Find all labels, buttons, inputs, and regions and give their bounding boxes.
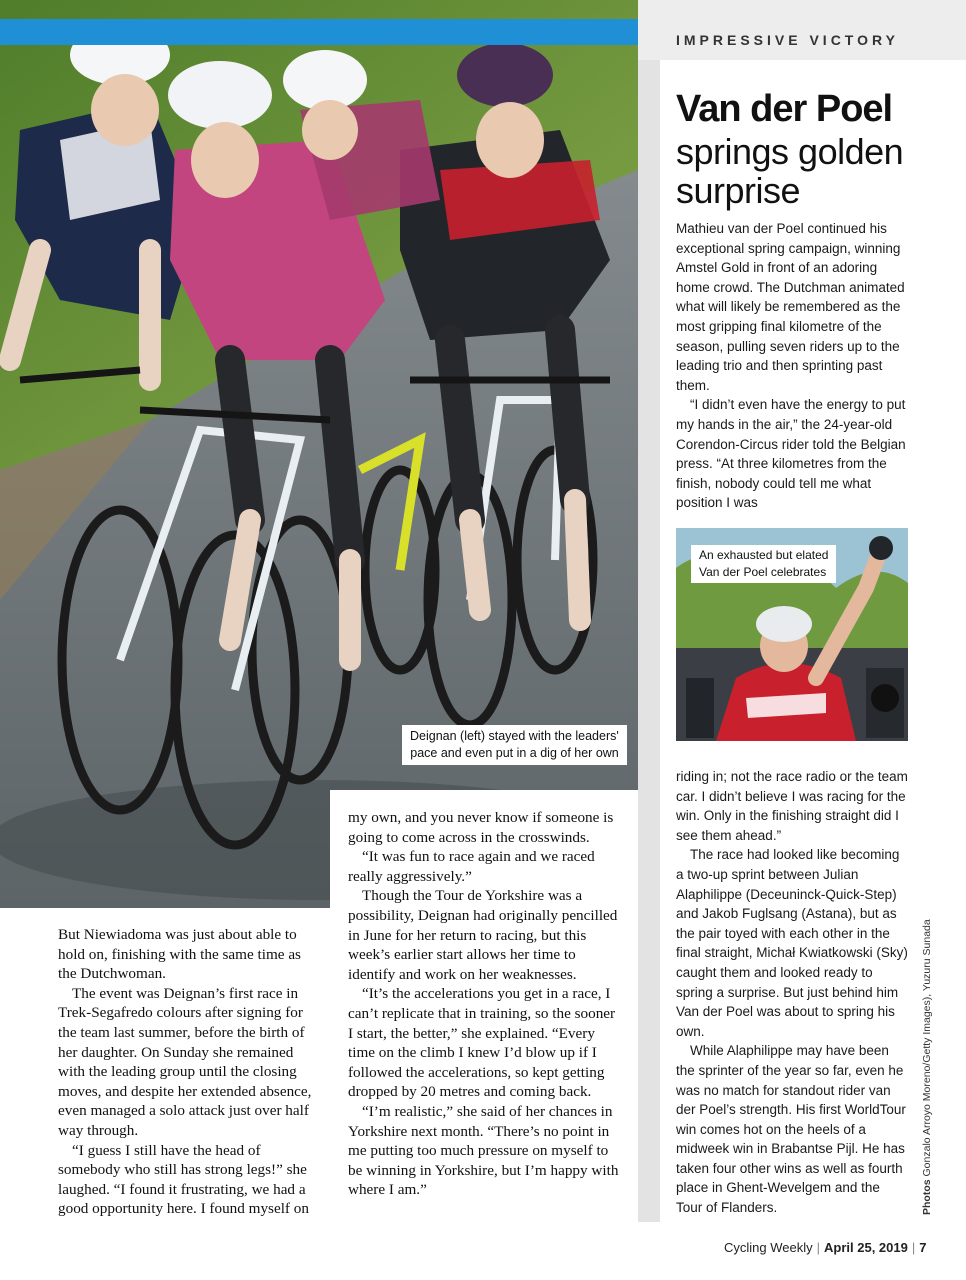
paragraph: Though the Tour de Yorkshire was a possibility, Deignan had originally pencilled in June for her return to racing, but this week’s earlier start allows her time to identify and work on her weaknesses. — [348, 887, 618, 983]
photo-credits — [921, 919, 933, 1215]
paragraph: riding in; not the race radio or the team car. I didn’t believe I was racing for the win. Only in the finishing straight did I see them ahead.” — [676, 769, 908, 843]
main-photo-caption-line-2: pace and even put in a dig of her own — [410, 746, 619, 760]
sidebar-continued-text — [676, 767, 908, 1218]
paragraph: “I’m realistic,” she said of her chances in Yorkshire next month. “There’s no point in me putting too much pressure on myself to be winning in Yorkshire, but I’m happy with where I am.” — [348, 1102, 619, 1199]
inset-caption-line-2: Van der Poel celebrates — [699, 565, 827, 579]
paragraph: “I guess I still have the head of somebody who still has strong legs!” she laughed. “I found it frustrating, we had a good opportunity here. I found myself on — [58, 1141, 309, 1218]
paragraph: “I didn’t even have the energy to put my hands in the air,” the 24-year-old Corendon-Circus rider told the Belgian press. “At three kilometres from the finish, nobody could tell me what position I was — [676, 397, 906, 511]
main-photo-caption-line-1: Deignan (left) stayed with the leaders' — [410, 729, 619, 743]
paragraph: Mathieu van der Poel continued his exceptional spring campaign, winning Amstel Gold in front of an adoring home crowd. The Dutchman animated what will likely be remembered as the most gripping final kilometre of the season, pulling seven riders up to the leading trio and then sprinting past them. — [676, 221, 905, 393]
main-photo-caption — [402, 725, 627, 765]
paragraph: “It’s the accelerations you get in a race, I can’t replicate that in training, so the sooner I start, the better,” she explained. “Every time on the climb I knew I’d blow up if I followed the accelerations, so kept getting dropped by 20 metres and coming back. — [348, 985, 616, 1101]
sidebar-header-band — [638, 0, 966, 60]
accent-bar — [0, 19, 638, 45]
headline-light: springs golden surprise — [676, 131, 904, 211]
paragraph: But Niewiadoma was just about able to hold on, finishing with the same time as the Dutchwoman. — [58, 926, 301, 983]
photo-credits-label: Photos — [921, 1179, 933, 1215]
paragraph: The event was Deignan’s first race in Trek-Segafredo colours after signing for the team last summer, before the birth of her daughter. On Sunday she remained with the leading group until the closing moves, and despite her extended absence, even managed a solo attack just over half way through. — [58, 984, 312, 1139]
photo-credits-text: Gonzalo Arroyo Moreno/Getty Images), Yuzuru Sunada — [921, 919, 933, 1177]
story-column-b — [348, 808, 620, 1200]
page-number: 7 — [919, 1240, 927, 1255]
sidebar-rule — [638, 60, 660, 1222]
headline-bold: Van der Poel — [676, 88, 893, 130]
inset-caption-line-1: An exhausted but elated — [699, 548, 829, 562]
sidebar-intro-text — [676, 219, 908, 513]
paragraph: my own, and you never know if someone is going to come across in the crosswinds. — [348, 809, 614, 846]
section-kicker: IMPRESSIVE VICTORY — [676, 32, 899, 48]
magazine-name: Cycling Weekly — [724, 1240, 813, 1255]
inset-photo-caption — [691, 545, 836, 583]
paragraph: “It was fun to race again and we raced really aggressively.” — [348, 848, 595, 885]
peloton-illustration — [0, 0, 638, 908]
paragraph: While Alaphilippe may have been the sprinter of the year so far, even he was no match for standout rider van der Poel’s strength. His first WorldTour win comes hot on the heels of a midweek win in Brabantse Pijl. He has taken four other wins as well as fourth place in Ghent-Wevelgem and the Tour of Flanders. — [676, 1043, 906, 1216]
page-footer: Cycling Weekly | April 25, 2019 | 7 — [724, 1240, 927, 1255]
paragraph: The race had looked like becoming a two-up sprint between Julian Alaphilippe (Deceuninck-Quick-Step) and Jakob Fuglsang (Astana), but as the pair toyed with each other in the final straight, Michał Kwiatkowski (Sky) caught them and looked ready to spring a surprise. But just behind him Van der Poel was about to spring his own. — [676, 847, 908, 1039]
story-column-a — [58, 925, 320, 1219]
main-race-photo — [0, 0, 638, 908]
issue-date: April 25, 2019 — [824, 1240, 908, 1255]
